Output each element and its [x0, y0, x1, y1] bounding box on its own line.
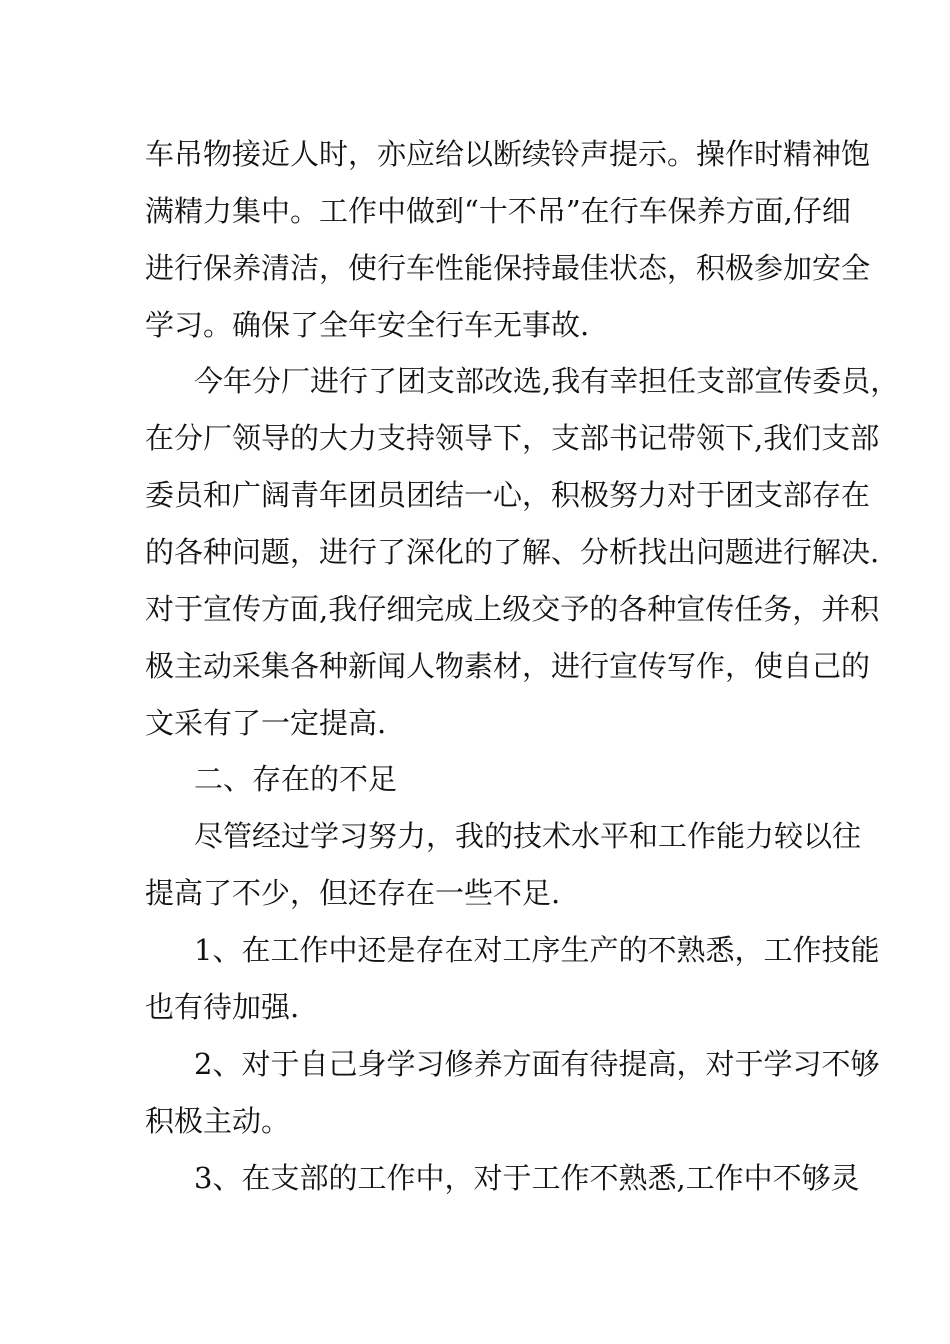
body-text-line: 在分厂领导的大力支持领导下，支部书记带领下,我们支部 — [145, 421, 880, 455]
section-heading: 二、存在的不足 — [194, 762, 398, 796]
body-text-line: 的各种问题，进行了深化的了解、分析找出问题进行解决. — [145, 535, 880, 569]
body-text-line: 极主动采集各种新闻人物素材，进行宣传写作，使自己的 — [145, 649, 871, 683]
body-text-line: 学习。确保了全年安全行车无事故. — [145, 308, 590, 342]
list-item-text: 2、对于自己身学习修养方面有待提高，对于学习不够 — [194, 1047, 880, 1081]
list-item-text: 3、在支部的工作中，对于工作不熟悉,工作中不够灵 — [194, 1161, 860, 1195]
body-text-line: 满精力集中。工作中做到“十不吊”在行车保养方面,仔细 — [145, 194, 851, 228]
body-text-line: 今年分厂进行了团支部改选,我有幸担任支部宣传委员， — [194, 364, 900, 398]
body-text-line: 委员和广阔青年团员团结一心，积极努力对于团支部存在 — [145, 478, 871, 512]
body-text-line: 文采有了一定提高. — [145, 706, 387, 740]
body-text-line: 进行保养清洁，使行车性能保持最佳状态，积极参加安全 — [145, 251, 871, 285]
list-item-text: 1、在工作中还是存在对工序生产的不熟悉，工作技能 — [194, 933, 880, 967]
body-text-line: 也有待加强. — [145, 990, 300, 1024]
body-text-line: 车吊物接近人时，亦应给以断续铃声提示。操作时精神饱 — [145, 137, 871, 171]
body-text-line: 积极主动。 — [145, 1104, 291, 1138]
body-text-line: 尽管经过学习努力，我的技术水平和工作能力较以往 — [194, 819, 862, 853]
body-text-line: 对于宣传方面,我仔细完成上级交予的各种宣传任务，并积 — [145, 592, 880, 626]
body-text-line: 提高了不少，但还存在一些不足. — [145, 876, 561, 910]
